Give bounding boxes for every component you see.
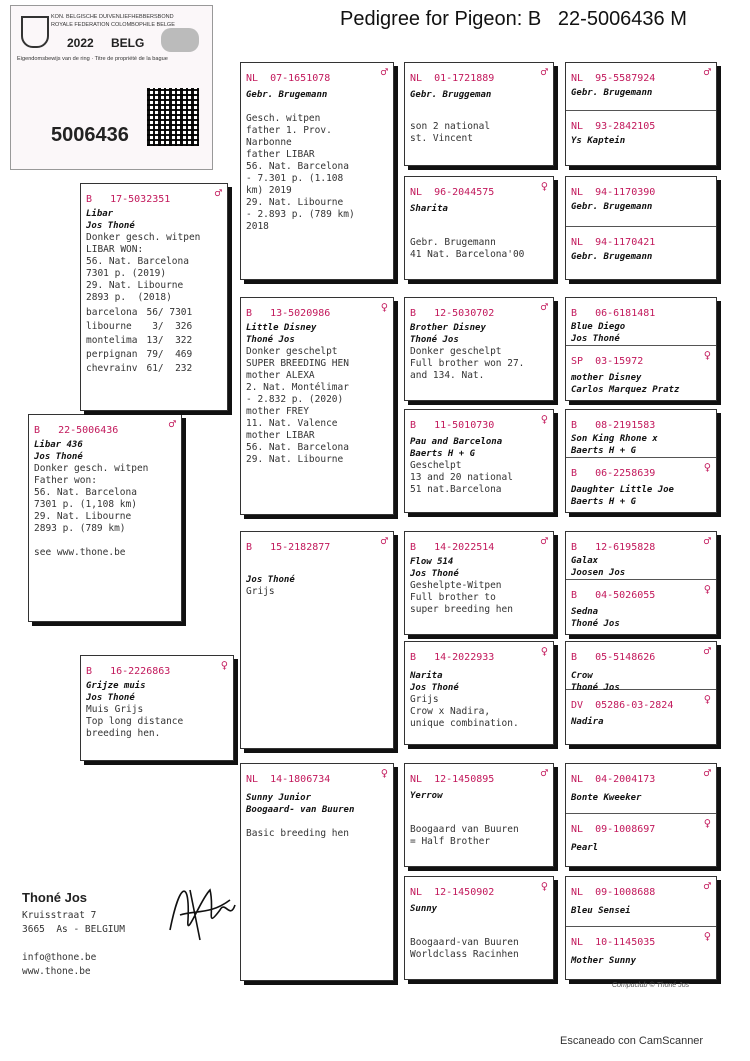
bird-name: Narita: [410, 671, 443, 681]
card-sire-sire: [240, 62, 394, 280]
sex-icon: ♂: [168, 417, 176, 431]
card-dds: [404, 763, 554, 867]
ring: B 04-5026055: [571, 590, 656, 601]
sex-icon: ♀: [703, 816, 711, 830]
sex-icon: ♂: [540, 300, 548, 314]
card-dam-dam: [240, 763, 394, 981]
bird-name: Gebr. Bruggeman: [410, 90, 492, 100]
sex-icon: ♀: [380, 300, 388, 314]
bird-name: Gebr. Brugemann: [571, 88, 653, 98]
owner: Jos Thoné: [410, 569, 459, 579]
placing: 56/ 7301: [146, 307, 193, 318]
ring: NL 12-1450902: [410, 887, 495, 898]
placing: 3/ 326: [152, 321, 193, 332]
sex-icon: ♀: [703, 692, 711, 706]
bird-name: Sunny: [410, 904, 438, 914]
ring: B 14-2022514: [410, 542, 495, 553]
bird-name: Daughter Little Joe: [571, 485, 674, 495]
ring: NL 04-2004173: [571, 774, 656, 785]
card-ssd: [404, 176, 554, 280]
race: perpignan: [86, 349, 138, 360]
ring-certificate: [10, 5, 213, 170]
result-row: [86, 348, 193, 362]
ring: B 17-5032351: [86, 194, 171, 205]
ring: SP 03-15972: [571, 356, 644, 367]
notes: Grijs Crow x Nadira, unique combination.: [410, 694, 519, 729]
owner: Thoné Jos: [571, 683, 620, 693]
ring: NL 09-1008697: [571, 824, 656, 835]
notes: Gebr. Brugemann 41 Nat. Barcelona'00: [410, 237, 525, 260]
results-table: [86, 306, 193, 376]
notes: Basic breeding hen: [246, 828, 349, 839]
bird-name: Flow 514: [410, 557, 454, 567]
card-gen4-pair-7: [565, 763, 717, 867]
result-row: [86, 334, 193, 348]
owner: Joosen Jos: [571, 568, 626, 578]
year: 2022: [67, 36, 94, 50]
signature-icon: [160, 870, 240, 950]
notes: Donker geschelpt SUPER BREEDING HEN mother ALEXA 2. Nat. Montélimar - 2.832 p. (2020) mother FREY 11. Nat. Valence mother LIBAR 56. Nat. Barcelona 29. Nat. Libourne: [246, 346, 349, 465]
card-sdd: [404, 409, 554, 513]
bird-name: Pearl: [571, 843, 599, 853]
ring: B 12-6195828: [571, 542, 656, 553]
ring: DV 05286-03-2824: [571, 700, 674, 711]
owner-city: 3665 As - BELGIUM: [22, 924, 125, 935]
sex-icon: ♂: [703, 65, 711, 79]
owner-street: Kruisstraat 7: [22, 910, 97, 921]
card-gen4-pair-5: [565, 531, 717, 635]
owner: Jos Thoné: [571, 334, 620, 344]
emblem-icon: [161, 28, 199, 52]
owner-email: info@thone.be: [22, 952, 97, 963]
page-title: Pedigree for Pigeon: B 22-5006436 M: [340, 8, 687, 30]
bird-name: Nadira: [571, 717, 604, 727]
owner: Baerts H + G: [410, 449, 476, 459]
card-gen4-pair-3: [565, 297, 717, 401]
race: barcelona: [86, 307, 138, 318]
result-row: [86, 362, 193, 376]
bird-name: Yerrow: [410, 791, 443, 801]
sex-icon: ♀: [703, 929, 711, 943]
owner-name: Thoné Jos: [22, 890, 88, 905]
bird-name: Sedna: [571, 607, 599, 617]
card-gen4-pair-6: [565, 641, 717, 745]
bird-name: Grijze muis: [86, 681, 146, 691]
notes: Gesch. witpen father 1. Prov. Narbonne father LIBAR 56. Nat. Barcelona - 7.301 p. (1.108 km) 2019 29. Nat. Libourne - 2.893 p. (789 km) 2018: [246, 113, 355, 232]
ring: NL 93-2842105: [571, 121, 656, 132]
credit: Compuclub © Thoné Jos: [612, 982, 690, 989]
ring: NL 96-2044575: [410, 187, 495, 198]
ring: B 12-5030702: [410, 308, 495, 319]
owner: Carlos Marquez Pratz: [571, 385, 680, 395]
sex-icon: ♀: [540, 179, 548, 193]
sex-icon: ♀: [703, 460, 711, 474]
owner: Thoné Jos: [410, 335, 459, 345]
sex-icon: ♀: [703, 582, 711, 596]
sex-icon: ♂: [703, 644, 711, 658]
owner-web: www.thone.be: [22, 966, 91, 977]
sex-icon: ♂: [703, 879, 711, 893]
qr-code: [147, 88, 199, 146]
card-gen4-pair-4: [565, 409, 717, 513]
ring: B 06-6181481: [571, 308, 656, 319]
notes: Boogaard van Buuren = Half Brother: [410, 824, 519, 847]
sex-icon: ♂: [703, 766, 711, 780]
result-row: [86, 320, 193, 334]
notes: Boogaard-van Buuren Worldclass Racinhen: [410, 937, 519, 960]
owner: Jos Thoné: [86, 221, 135, 231]
bird-name: Sunny Junior: [246, 793, 312, 803]
card-gen4-pair-8: [565, 876, 717, 980]
ring: B 14-2022933: [410, 652, 495, 663]
sex-icon: ♀: [540, 879, 548, 893]
race: montelima: [86, 335, 138, 346]
ring: B 13-5020986: [246, 308, 331, 319]
sex-icon: ♀: [540, 644, 548, 658]
ring: NL 94-1170390: [571, 187, 656, 198]
owner: Baerts H + G: [571, 497, 637, 507]
sex-icon: ♀: [220, 658, 228, 672]
owner: Jos Thoné: [86, 693, 135, 703]
sex-icon: ♂: [540, 534, 548, 548]
ring: NL 95-5587924: [571, 73, 656, 84]
bird-name: mother Disney: [571, 373, 642, 383]
card-sss: [404, 62, 554, 166]
org-line-2: ROYALE FEDERATION COLOMBOPHILE BELGE: [51, 22, 175, 28]
ring: B 15-2182877: [246, 542, 331, 553]
owner: Jos Thoné: [410, 683, 459, 693]
bird-name: Bonte Kweeker: [571, 793, 642, 803]
bird-name: Brother Disney: [410, 323, 486, 333]
ring: NL 01-1721889: [410, 73, 495, 84]
org-line-1: KON. BELGISCHE DUIVENLIEFHEBBERSBOND: [51, 14, 174, 20]
scanner-watermark: Escaneado con CamScanner: [560, 1035, 704, 1047]
sex-icon: ♀: [703, 348, 711, 362]
bird-name: Bleu Sensei: [571, 906, 631, 916]
sex-icon: ♂: [540, 766, 548, 780]
ring: NL 12-1450895: [410, 774, 495, 785]
bird-name: Libar 436: [34, 440, 83, 450]
notes: Geshelpte-Witpen Full brother to super breeding hen: [410, 580, 513, 615]
bird-name: Gebr. Brugemann: [571, 252, 653, 262]
bird-name: Crow: [571, 671, 593, 681]
card-dss: [404, 531, 554, 635]
ring: NL 09-1008688: [571, 887, 656, 898]
sex-icon: ♂: [703, 534, 711, 548]
sex-icon: ♂: [380, 65, 388, 79]
result-row: [86, 306, 193, 320]
card-gen4-pair-1: [565, 62, 717, 166]
notes: Donker gesch. witpen Father won: 56. Nat. Barcelona 7301 p. (1,108 km) 29. Nat. Libourne 2893 p. (789 km) see www.thone.be: [34, 463, 149, 558]
ring: NL 14-1806734: [246, 774, 331, 785]
bird-name: Sharita: [410, 204, 448, 214]
bird-name: Mother Sunny: [571, 956, 637, 966]
notes: Donker gesch. witpen LIBAR WON: 56. Nat. Barcelona 7301 p. (2019) 29. Nat. Libourne 2893 p. (2018): [86, 232, 201, 303]
notes: Grijs: [246, 586, 275, 597]
card-sire: [80, 183, 228, 411]
bird-name: Blue Diego: [571, 322, 626, 332]
bird-name: Libar: [86, 209, 114, 219]
ownership-text: Eigendomsbewijs van de ring · Titre de propriété de la bague: [17, 56, 168, 62]
ring: NL 94-1170421: [571, 237, 656, 248]
race: libourne: [86, 321, 132, 332]
ring: B 06-2258639: [571, 468, 656, 479]
sex-icon: ♂: [540, 65, 548, 79]
card-ddd: [404, 876, 554, 980]
owner: Thoné Jos: [571, 619, 620, 629]
placing: 61/ 232: [146, 363, 193, 374]
card-gen4-pair-2: [565, 176, 717, 280]
card-main: [28, 414, 182, 622]
ring: B 05-5148626: [571, 652, 656, 663]
ring-number: 5006436: [51, 124, 129, 146]
card-dsd: [404, 641, 554, 745]
notes: son 2 national st. Vincent: [410, 121, 491, 144]
country: BELG: [111, 36, 145, 50]
card-sire-dam: [240, 297, 394, 515]
race: chevrainv: [86, 363, 138, 374]
placing: 13/ 322: [146, 335, 193, 346]
federation-logo: [21, 16, 49, 48]
ring: B 16-2226863: [86, 666, 171, 677]
bird-name: Ys Kaptein: [571, 136, 626, 146]
ring: NL 07-1651078: [246, 73, 331, 84]
bird-name: Little Disney: [246, 323, 317, 333]
ring: NL 10-1145035: [571, 937, 656, 948]
notes: Muis Grijs Top long distance breeding hen.: [86, 704, 184, 739]
notes: Donker geschelpt Full brother won 27. and 134. Nat.: [410, 346, 525, 381]
notes: Geschelpt 13 and 20 national 51 nat.Barcelona: [410, 460, 513, 495]
bird-name: Gebr. Brugemann: [246, 90, 328, 100]
sex-icon: ♂: [380, 534, 388, 548]
sex-icon: ♀: [380, 766, 388, 780]
owner: Thoné Jos: [246, 335, 295, 345]
owner: Baerts H + G: [571, 446, 637, 456]
sex-icon: ♂: [214, 186, 222, 200]
bird-name: Jos Thoné: [246, 575, 295, 585]
bird-name: Galax: [571, 556, 599, 566]
card-dam: [80, 655, 234, 761]
bird-name: Gebr. Brugemann: [571, 202, 653, 212]
owner: Boogaard- van Buuren: [246, 805, 355, 815]
owner: Jos Thoné: [34, 452, 83, 462]
placing: 79/ 469: [146, 349, 193, 360]
sex-icon: ♀: [540, 412, 548, 426]
ring: B 22-5006436: [34, 425, 119, 436]
ring: B 08-2191583: [571, 420, 656, 431]
card-sds: [404, 297, 554, 401]
ring: B 11-5010730: [410, 420, 495, 431]
bird-name: Pau and Barcelona: [410, 437, 503, 447]
bird-name: Son King Rhone x: [571, 434, 658, 444]
card-dam-sire: [240, 531, 394, 749]
